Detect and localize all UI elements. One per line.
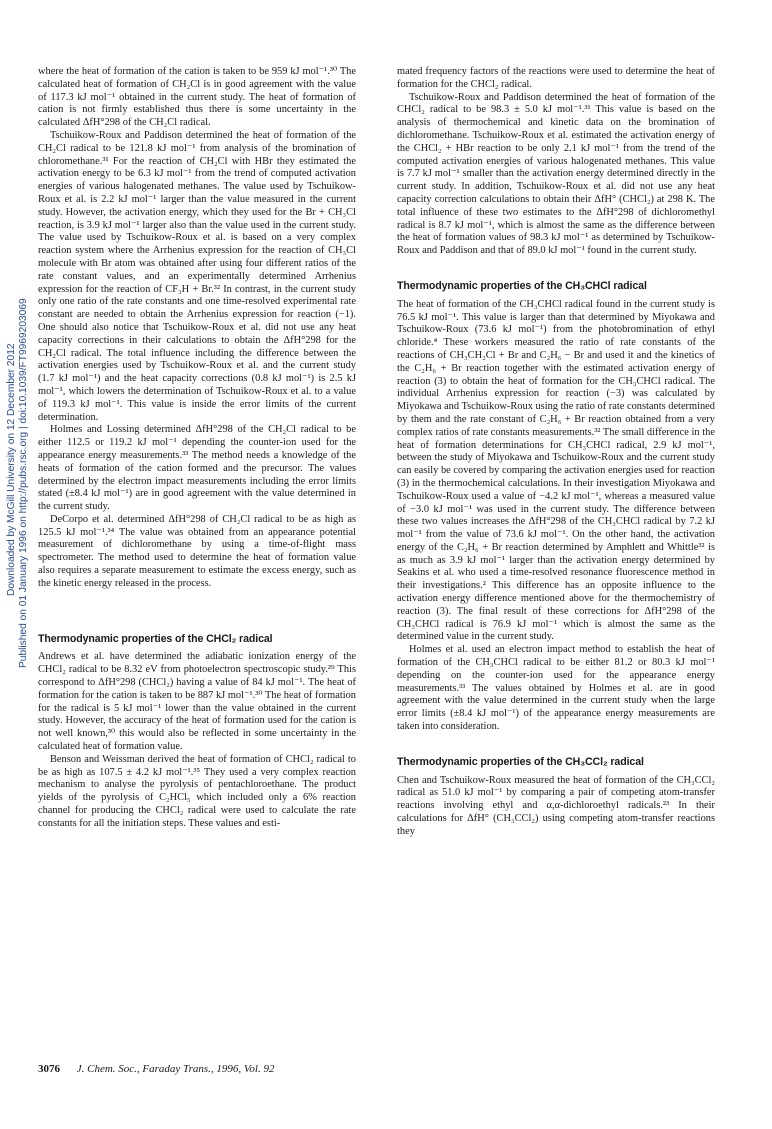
paragraph: The heat of formation of the CH₃CHCl radical found in the current study is 76.5 kJ mol⁻¹. This value is larger than that determined by Miyokawa and Tschuikow-Roux (73.6 kJ mol⁻¹) from the photobromination of ethyl chloride.⁴ These workers measured the ratio of rate constants of the reactions of CH₃CH₂Cl + Br and C₂H₆ − Br and used it and the kinetics of the C₂H₆ + Br reaction together with the estimated activation energy of reaction (3) to obtain the heat of formation for the CH₃CHCl radical. The individual Arrhenius expression for reaction (−3) was calculated by Miyokawa and Tschuikow-Roux using the ratio of rate constants determined by them and the rate constant of C₂H₆ + Br reaction obtained from a very complex ratios of rate constants measurements.³² The small difference in the heat of formation determinations for CH₃CHCl radical, 2.9 kJ mol⁻¹, between the study of Miyokawa and Tschuikow-Roux and the current study can easily be covered by comparing the activation energies used for reaction (3) in the thermochemical calculations. In their investigation Miyokawa and Tschuikow-Roux used a value of −4.2 kJ mol⁻¹, whereas a measured value of −3.0 kJ mol⁻¹ was used in the current study. The difference between these two values increases the ΔfH°298 of the CH₃CHCl radical by 7.2 kJ mol⁻¹ from the value of 73.6 kJ mol⁻¹. On the other hand, the activation energy of the C₂H₆ + Br reaction determined by Amphlett and Whittle³² is as much as 3.9 kJ mol⁻¹ larger than the activation energy determined by Seakins et al. who used a time-resolved resonance fluorescence method in their investigations.² This difference has an opposite influence to the activation energy difference mentioned above for the thermochemistry of reaction (3). The final result of these corrections for ΔfH°298 of the CH₃CHCl radical is 76.9 kJ mol⁻¹ which is almost the same as the determined value in the current study. [397,298,715,643]
paragraph: Tschuikow-Roux and Paddison determined the heat of formation of the CH₂Cl radical to be 121.8 kJ mol⁻¹ from analysis of the bromination of chloromethane.³¹ For the reaction of CH₂Cl with HBr they estimated the activation energy to be 6.3 kJ mol⁻¹ from the trend of computed activation energies of various halogenated methanes. The value used by Tschuikow-Roux et al. is 2.2 kJ mol⁻¹ larger than the value measured in the current study. However, the activation energy, which they used for the Br + CH₃Cl reaction, is 3.9 kJ mol⁻¹ larger also than the value used in the current study. The value used by Tschuikow-Roux et al. is based on a very complex reaction system where the Arrhenius expression for the reaction of CH₃Cl molecule with Br atom was obtained after using four different ratios of the rate constant values, and an experimentally determined Arrhenius expression for the reaction of CF₃H + Br.³² In contrast, in the current study only one ratio of the rate constants and one time-resolved experimental rate constant are needed to obtain the Arrhenius expression for reaction (−1). One should also notice that Tschuikow-Roux et al. did not use any heat capacity corrections in their calculations to obtain the ΔfH°298 for the CH₂Cl radical. The total influence including the difference between the activation energies used by Tschuikow-Roux et al. and the current study (1.7 kJ mol⁻¹) and the heat capacity corrections (0.8 kJ mol⁻¹) is 2.5 kJ mol⁻¹, which lowers the determination of Tschuikow-Roux et al. to a value of 119.3 kJ mol⁻¹. This value is inside the error limits of the current determination. [38,129,356,423]
section-heading: Thermodynamic properties of the CH₃CCl₂ radical [397,755,644,768]
page-footer [38,1063,274,1075]
paragraph: DeCorpo et al. determined ΔfH°298 of CH₂Cl radical to be as high as 125.5 kJ mol⁻¹.³⁴ The value was obtained from an appearance potential measurement of dichloromethane by using a time-of-flight mass spectrometer. The method used to determine the heat of formation value also requires a separate measurement to estimate the excess energy, such as the kinetic energy released in the process. [38,513,356,589]
page-number: 3076 [38,1063,60,1075]
section-heading: Thermodynamic properties of the CH₃CHCl radical [397,279,647,292]
paragraph: Andrews et al. have determined the adiabatic ionization energy of the CHCl₂ radical to be 8.32 eV from photoelectron spectroscopic study.²⁹ This correspond to ΔfH°298 (CHCl₂) having a value of 84 kJ mol⁻¹. The heat of formation for the cation is taken to be 887 kJ mol⁻¹.³⁰ The heat of formation for the radical is 5 kJ mol⁻¹ lower than the value obtained in the current study. However, the accuracy of the heat of formation used for the cation is not well known,³⁰ this would also be reflected in some uncertainty in the calculated heat of formation value. [38,651,356,753]
left-column [38,66,356,831]
margin-watermark [0,0,30,1129]
paragraph: mated frequency factors of the reactions were used to determine the heat of formation for the CHCl₂ radical. [397,66,715,90]
journal-citation: J. Chem. Soc., Faraday Trans., 1996, Vol. 92 [76,1063,275,1075]
paragraph: Chen and Tschuikow-Roux measured the heat of formation of the CH₃CCl₂ radical as 51.0 kJ mol⁻¹ by comparing a pair of competing atom-transfer reactions involving ethyl and α,α-dichloroethyl radicals.²³ In their calculations for ΔfH° (CH₃CCl₂) using competing atom-transfer reactions they [397,774,715,837]
download-note: Downloaded by McGill University on 12 December 2012 [6,343,17,596]
published-note: Published on 01 January 1996 on http://pubs.rsc.org | doi:10.1039/FT9969203069 [18,298,29,668]
section-heading: Thermodynamic properties of the CHCl₂ radical [38,632,273,645]
paragraph: where the heat of formation of the cation is taken to be 959 kJ mol⁻¹.³⁰ The calculated heat of formation of CH₂Cl is in good agreement with the value of 117.3 kJ mol⁻¹ obtained in the current study. The heat of formation of cation is not firmly established thus there is some uncertainty in the calculated ΔfH°298 of the CH₂Cl radical. [38,66,356,129]
paragraph: Holmes et al. used an electron impact method to establish the heat of formation of the CH₃CHCl radical to be either 81.2 or 80.3 kJ mol⁻¹ depending on the counter-ion used for the appearance energy measurements.³³ The values obtained by Holmes et al. are in good agreement with the value determined in the current study when the large error limits (±8.4 kJ mol⁻¹) of the appearance energy measurements are taken into consideration. [397,644,715,733]
paragraph: Holmes and Lossing determined ΔfH°298 of the CH₂Cl radical to be either 112.5 or 119.2 kJ mol⁻¹ depending the counter-ion used for the appearance energy measurements.³³ The method needs a knowledge of the heats of formation of the cation formed and the precursor. The values determined by the electron impact measurements including the error limits stated (±8.4 kJ mol⁻¹) are in good agreement with the value determined in the current study. [38,424,356,513]
paragraph: Benson and Weissman derived the heat of formation of CHCl₂ radical to be as high as 107.5 ± 4.2 kJ mol⁻¹.³⁵ They used a very complex reaction mechanism to analyse the pyrolysis of pentachloroethane. The product yields of the pyrolysis of C₂HCl₅ which included only a 6% reaction channel for producing the CHCl₂ radical were used to calculate the rate constants for all the initiation steps. These values and esti- [38,753,356,829]
paragraph: Tschuikow-Roux and Paddison determined the heat of formation of the CHCl₂ radical to be 98.3 ± 5.0 kJ mol⁻¹.³¹ This value is based on the analysis of thermochemical and kinetic data on the bromination of dichloromethane. Tschuikow-Roux et al. estimated the activation energy of the CHCl₂ + HBr reaction to be only 2.1 kJ mol⁻¹ from the trend of the computed activation energies of various halogenated methanes. This value is 7.7 kJ mol⁻¹ smaller than the activation energy determined directly in the current study. In addition, Tschuikow-Roux et al. did not use any heat capacity correction calculations to obtain their ΔfH° (CHCl₂) at 298 K. The total influence of these two estimates to the ΔfH°298 of dichloromethyl radical is 8.7 kJ mol⁻¹, which is almost the same as the difference between the heat of formation values of 98.3 kJ mol⁻¹ as determined by Tschuikow-Roux and Paddison and that of 89.0 kJ mol⁻¹ found in the current study. [397,91,715,257]
right-column [397,66,715,839]
